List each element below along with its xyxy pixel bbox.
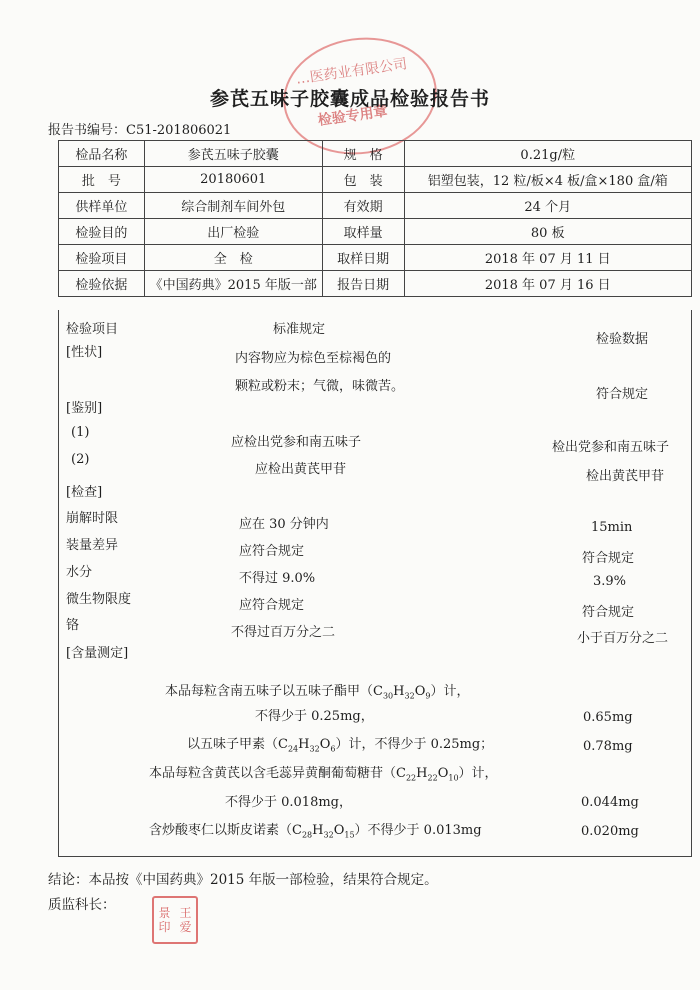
seal-char-3: 印 [158, 920, 171, 934]
info-label: 规 格 [322, 141, 404, 167]
stamp-ring-text: …医药业有限公司 [295, 56, 409, 88]
seal-char-4: 爱 [179, 920, 192, 934]
jianbie-2-label: (2) [71, 452, 90, 467]
content-3-data: 0.044mg [581, 795, 639, 810]
info-label: 检验依据 [59, 271, 145, 297]
jianbie-1-standard: 应检出党参和南五味子 [231, 435, 362, 450]
zhuangliang-standard: 应符合规定 [239, 544, 305, 559]
shuifen-label: 水分 [66, 565, 93, 580]
report-number: 报告书编号：C51-201806021 [48, 123, 232, 138]
info-table [58, 140, 692, 297]
jianbie-2-data: 检出黄芪甲苷 [586, 469, 665, 484]
info-value: 出厂检验 [144, 219, 322, 245]
content-1-line-1: 本品每粒含南五味子以五味子酯甲$(C_{30}H_{32}O_9)$计， [165, 684, 470, 701]
bengjie-standard: 应在 30 分钟内 [239, 517, 329, 532]
xingzhuang-standard-2: 颗粒或粉末；气微，味微苦。 [235, 379, 405, 394]
weishengwu-data: 符合规定 [582, 605, 635, 620]
info-label: 报告日期 [322, 271, 404, 297]
info-value: 20180601 [144, 167, 322, 193]
content-1-line-2: 不得少于 0.25mg， [255, 709, 374, 724]
info-row [59, 167, 692, 193]
info-value: 铝塑包装，12 粒/板×4 板/盒×180 盒/箱 [404, 167, 691, 193]
shuifen-standard: 不得过 9.0% [239, 571, 316, 586]
zhuangliang-data: 符合规定 [582, 551, 635, 566]
shuifen-data: 3.9% [593, 574, 627, 589]
ge-label: 铬 [66, 618, 80, 633]
bengjie-label: 崩解时限 [66, 511, 119, 526]
header-data: 检验数据 [596, 332, 649, 347]
ge-standard: 不得过百万分之二 [231, 625, 336, 640]
section-xingzhuang: [性状] [66, 345, 103, 360]
info-label: 有效期 [322, 193, 404, 219]
info-value: 参芪五味子胶囊 [144, 141, 322, 167]
jianbie-1-label: (1) [71, 425, 90, 440]
content-4-line: 含炒酸枣仁以斯皮诺素$(C_{28}H_{32}O_{15})$不得少于 0.013mg [149, 823, 482, 840]
content-2-line: 以五味子甲素$(C_{24}H_{32}O_6)$计，不得少于 0.25mg； [187, 737, 494, 754]
info-row [59, 141, 692, 167]
page-title: 参芪五味子胶囊成品检验报告书 [209, 88, 490, 110]
info-label: 供样单位 [59, 193, 145, 219]
personal-seal [152, 896, 198, 944]
info-value: 2018 年 07 月 11 日 [404, 245, 691, 271]
info-row [59, 193, 692, 219]
bengjie-data: 15min [591, 520, 633, 535]
stamp-center-text: 检验专用章 [316, 103, 389, 130]
info-row [59, 245, 692, 271]
seal-char-2: 王 [179, 906, 192, 920]
info-value: 24 个月 [404, 193, 691, 219]
section-hanliang: [含量测定] [66, 646, 129, 661]
zhuangliang-label: 装量差异 [66, 538, 119, 553]
info-label: 取样量 [322, 219, 404, 245]
weishengwu-label: 微生物限度 [66, 592, 132, 607]
info-label: 检品名称 [59, 141, 145, 167]
ge-data: 小于百万分之二 [577, 631, 669, 646]
info-value: 80 板 [404, 219, 691, 245]
content-4-data: 0.020mg [581, 824, 639, 839]
jianbie-2-standard: 应检出黄芪甲苷 [255, 462, 347, 477]
info-label: 包 装 [322, 167, 404, 193]
quality-chief-label: 质监科长： [48, 897, 116, 913]
info-value: 《中国药典》2015 年版一部 [144, 271, 322, 297]
info-row [59, 271, 692, 297]
info-label: 批 号 [59, 167, 145, 193]
info-label: 检验项目 [59, 245, 145, 271]
xingzhuang-data: 符合规定 [596, 387, 649, 402]
xingzhuang-standard-1: 内容物应为棕色至棕褐色的 [235, 351, 392, 366]
content-3-line-1: 本品每粒含黄芪以含毛蕊异黄酮葡萄糖苷$(C_{22}H_{22}O_{10})$计， [149, 766, 498, 783]
content-2-data: 0.78mg [583, 739, 633, 754]
info-value: 2018 年 07 月 16 日 [404, 271, 691, 297]
header-item: 检验项目 [66, 322, 119, 337]
info-row [59, 219, 692, 245]
info-value: 全 检 [144, 245, 322, 271]
info-value: 0.21g/粒 [404, 141, 691, 167]
weishengwu-standard: 应符合规定 [239, 598, 305, 613]
results-section [58, 310, 692, 857]
jianbie-1-data: 检出党参和南五味子 [552, 440, 670, 455]
conclusion: 结论：本品按《中国药典》2015 年版一部检验，结果符合规定。 [48, 872, 438, 888]
info-label: 取样日期 [322, 245, 404, 271]
section-jianbie: [鉴别] [66, 401, 103, 416]
info-label: 检验目的 [59, 219, 145, 245]
section-jiancha: [检查] [66, 485, 103, 500]
content-3-line-2: 不得少于 0.018mg， [225, 795, 352, 810]
seal-char-1: 景 [158, 906, 171, 920]
info-value: 综合制剂车间外包 [144, 193, 322, 219]
content-1-data: 0.65mg [583, 710, 633, 725]
header-standard: 标准规定 [273, 322, 326, 337]
